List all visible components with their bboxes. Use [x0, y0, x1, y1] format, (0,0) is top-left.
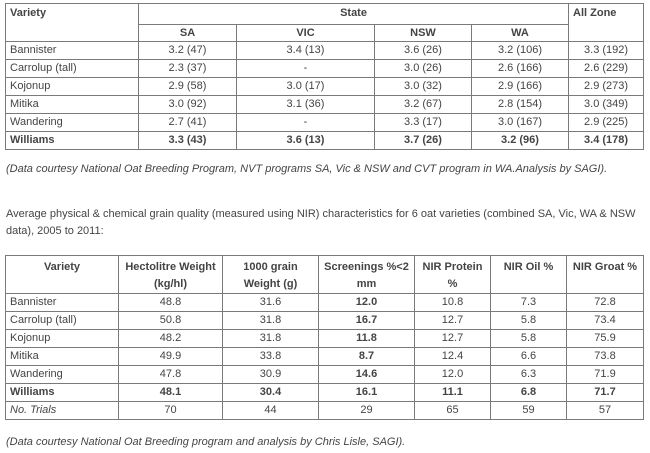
grain-quality-table — [5, 255, 644, 420]
trials-label-cell: No. Trials — [6, 402, 119, 420]
vic-cell: 3.4 (13) — [237, 42, 375, 60]
variety-cell: Bannister — [6, 294, 119, 312]
table-row — [6, 60, 644, 78]
grain-weight-cell: 33.8 — [223, 348, 319, 366]
vic-cell: 3.0 (17) — [237, 78, 375, 96]
variety-cell: Carrolup (tall) — [6, 312, 119, 330]
wa-cell: 2.6 (166) — [472, 60, 569, 78]
nir-oil-cell: 6.6 — [491, 348, 567, 366]
sa-cell: 3.0 (92) — [139, 96, 237, 114]
hectolitre-cell: 47.8 — [119, 366, 223, 384]
variety-cell: Williams — [6, 384, 119, 402]
table-row — [6, 312, 644, 330]
grain-weight-cell: 31.8 — [223, 312, 319, 330]
variety-cell: Wandering — [6, 366, 119, 384]
screenings-cell: 29 — [319, 402, 415, 420]
nir-oil-cell: 59 — [491, 402, 567, 420]
nir-protein-cell: 12.7 — [415, 330, 491, 348]
nir-protein-header: NIR Protein % — [415, 256, 491, 294]
all-zone-cell: 3.4 (178) — [569, 132, 644, 150]
nir-oil-cell: 5.8 — [491, 312, 567, 330]
nir-oil-header: NIR Oil % — [491, 256, 567, 294]
grain-weight-cell: 44 — [223, 402, 319, 420]
table-row — [6, 114, 644, 132]
nir-groat-cell: 71.9 — [567, 366, 644, 384]
state-header: State — [139, 4, 569, 25]
table-row — [6, 132, 644, 150]
table-row — [6, 42, 644, 60]
wa-cell: 3.2 (106) — [472, 42, 569, 60]
nsw-cell: 3.7 (26) — [375, 132, 472, 150]
variety-cell: Kojonup — [6, 78, 139, 96]
sa-cell: 3.2 (47) — [139, 42, 237, 60]
nsw-cell: 3.0 (32) — [375, 78, 472, 96]
yield-source-note: (Data courtesy National Oat Breeding Program, NVT programs SA, Vic & NSW and CVT program in WA.Analysis by SAGI). — [6, 163, 608, 175]
variety-cell: Wandering — [6, 114, 139, 132]
variety-cell: Carrolup (tall) — [6, 60, 139, 78]
screenings-cell: 16.1 — [319, 384, 415, 402]
all-zone-cell: 3.3 (192) — [569, 42, 644, 60]
grain-weight-cell: 31.6 — [223, 294, 319, 312]
grain-weight-cell: 30.9 — [223, 366, 319, 384]
sa-cell: 3.3 (43) — [139, 132, 237, 150]
sa-cell: 2.7 (41) — [139, 114, 237, 132]
nir-oil-cell: 6.3 — [491, 366, 567, 384]
all-zone-cell: 2.9 (225) — [569, 114, 644, 132]
hectolitre-header: Hectolitre Weight (kg/hl) — [119, 256, 223, 294]
grain-weight-header: 1000 grain Weight (g) — [223, 256, 319, 294]
state-vic-header: VIC — [237, 25, 375, 42]
screenings-cell: 12.0 — [319, 294, 415, 312]
nir-groat-cell: 71.7 — [567, 384, 644, 402]
nir-protein-cell: 12.7 — [415, 312, 491, 330]
variety-cell: Williams — [6, 132, 139, 150]
variety-cell: Mitika — [6, 348, 119, 366]
all-zone-cell: 3.0 (349) — [569, 96, 644, 114]
yield-table — [5, 3, 644, 150]
nir-protein-cell: 12.0 — [415, 366, 491, 384]
screenings-cell: 16.7 — [319, 312, 415, 330]
nir-groat-cell: 57 — [567, 402, 644, 420]
hectolitre-cell: 50.8 — [119, 312, 223, 330]
table-row — [6, 330, 644, 348]
quality-source-note: (Data courtesy National Oat Breeding program and analysis by Chris Lisle, SAGI). — [6, 436, 406, 448]
nir-groat-header: NIR Groat % — [567, 256, 644, 294]
nir-oil-cell: 6.8 — [491, 384, 567, 402]
hectolitre-cell: 48.2 — [119, 330, 223, 348]
vic-cell: - — [237, 60, 375, 78]
state-nsw-header: NSW — [375, 25, 472, 42]
vic-cell: 3.1 (36) — [237, 96, 375, 114]
wa-cell: 2.9 (166) — [472, 78, 569, 96]
vic-cell: - — [237, 114, 375, 132]
table-row — [6, 294, 644, 312]
sa-cell: 2.9 (58) — [139, 78, 237, 96]
state-wa-header: WA — [472, 25, 569, 42]
wa-cell: 2.8 (154) — [472, 96, 569, 114]
table-row — [6, 384, 644, 402]
grain-weight-cell: 30.4 — [223, 384, 319, 402]
state-sa-header: SA — [139, 25, 237, 42]
variety-header: Variety — [6, 4, 139, 42]
wa-cell: 3.0 (167) — [472, 114, 569, 132]
table-row — [6, 348, 644, 366]
screenings-cell: 8.7 — [319, 348, 415, 366]
table-row — [6, 78, 644, 96]
table-row — [6, 96, 644, 114]
table-row — [6, 402, 644, 420]
sa-cell: 2.3 (37) — [139, 60, 237, 78]
nir-groat-cell: 73.8 — [567, 348, 644, 366]
grain-weight-cell: 31.8 — [223, 330, 319, 348]
variety-header: Variety — [6, 256, 119, 294]
variety-cell: Mitika — [6, 96, 139, 114]
nir-protein-cell: 10.8 — [415, 294, 491, 312]
yield-header-row — [6, 4, 644, 25]
nir-groat-cell: 72.8 — [567, 294, 644, 312]
hectolitre-cell: 48.8 — [119, 294, 223, 312]
variety-cell: Bannister — [6, 42, 139, 60]
nir-groat-cell: 75.9 — [567, 330, 644, 348]
nir-protein-cell: 65 — [415, 402, 491, 420]
nir-protein-cell: 11.1 — [415, 384, 491, 402]
screenings-header: Screenings %<2 mm — [319, 256, 415, 294]
hectolitre-cell: 70 — [119, 402, 223, 420]
all-zone-header: All Zone — [569, 4, 644, 42]
hectolitre-cell: 48.1 — [119, 384, 223, 402]
screenings-cell: 11.8 — [319, 330, 415, 348]
nir-oil-cell: 7.3 — [491, 294, 567, 312]
all-zone-cell: 2.9 (273) — [569, 78, 644, 96]
nir-groat-cell: 73.4 — [567, 312, 644, 330]
nsw-cell: 3.3 (17) — [375, 114, 472, 132]
quality-description: Average physical & chemical grain quality (measured using NIR) characteristics for 6 oat varieties (combined SA, Vic, WA & NSW data), 2005 to 2011: — [6, 208, 636, 237]
vic-cell: 3.6 (13) — [237, 132, 375, 150]
quality-header-row — [6, 256, 644, 294]
nsw-cell: 3.2 (67) — [375, 96, 472, 114]
hectolitre-cell: 49.9 — [119, 348, 223, 366]
nsw-cell: 3.6 (26) — [375, 42, 472, 60]
screenings-cell: 14.6 — [319, 366, 415, 384]
nsw-cell: 3.0 (26) — [375, 60, 472, 78]
variety-cell: Kojonup — [6, 330, 119, 348]
nir-oil-cell: 5.8 — [491, 330, 567, 348]
wa-cell: 3.2 (96) — [472, 132, 569, 150]
all-zone-cell: 2.6 (229) — [569, 60, 644, 78]
table-row — [6, 366, 644, 384]
nir-protein-cell: 12.4 — [415, 348, 491, 366]
